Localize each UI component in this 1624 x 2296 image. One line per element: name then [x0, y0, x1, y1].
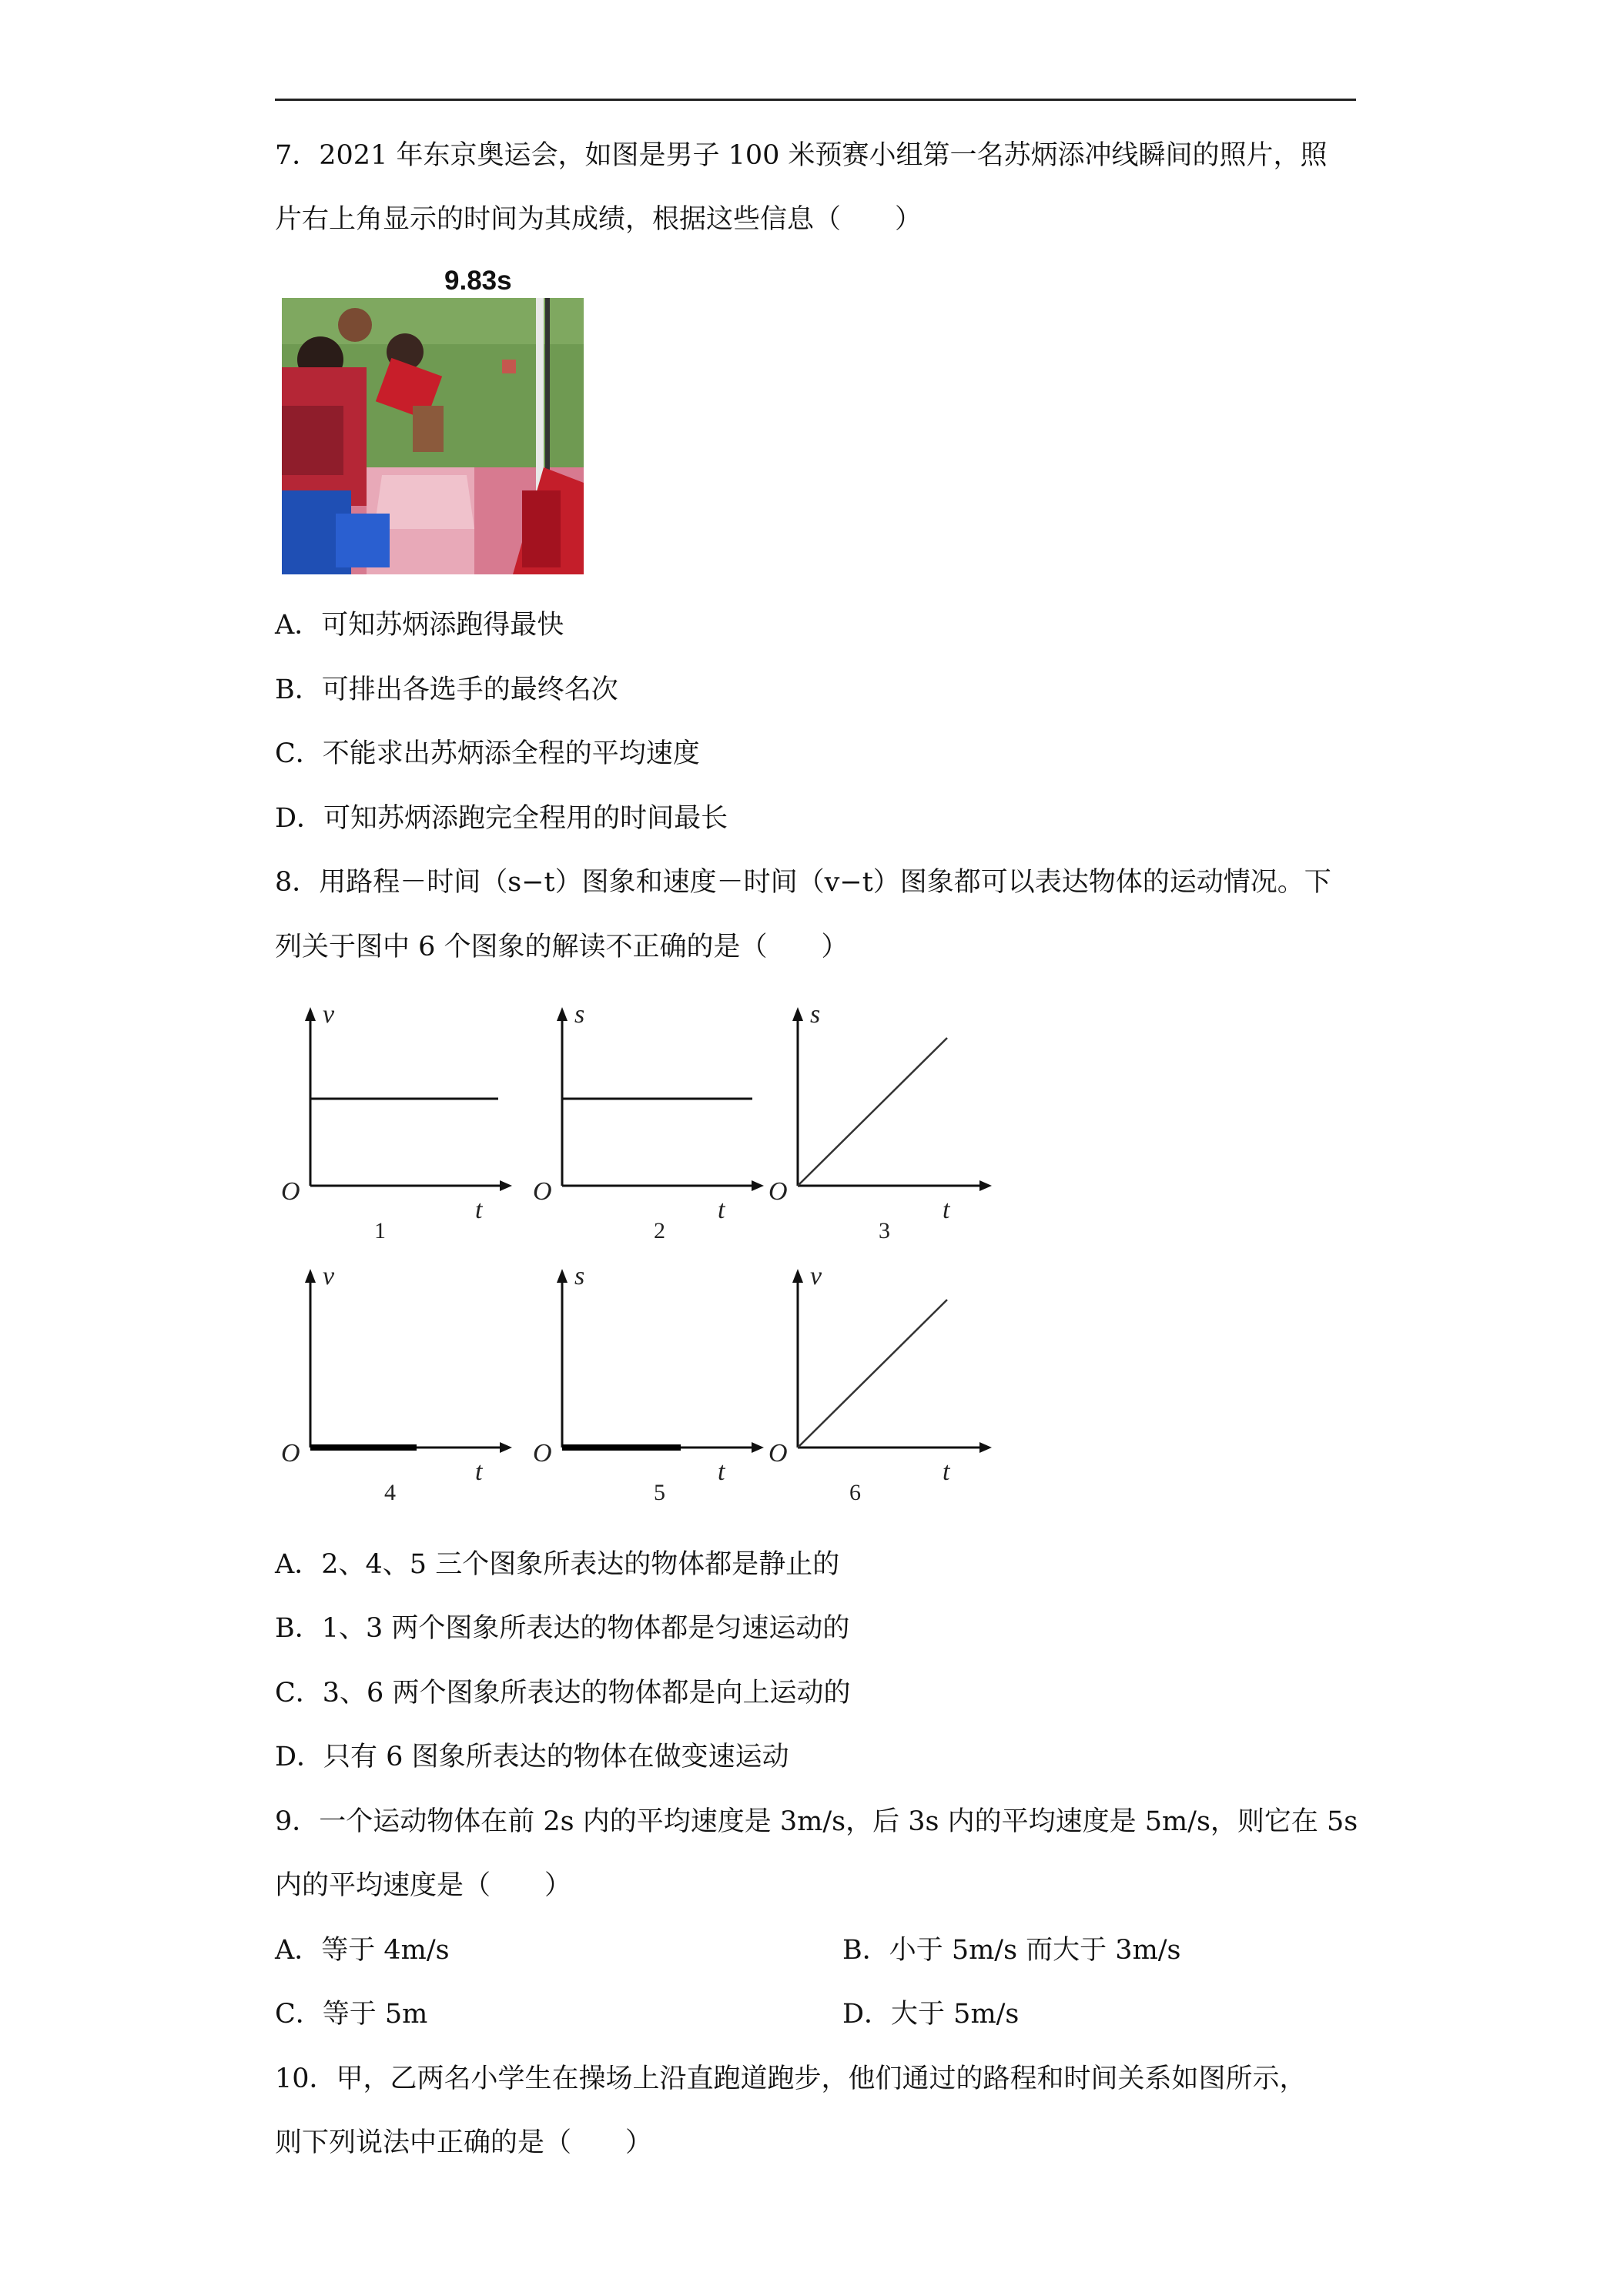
q10-stem-line2: 则下列说法中正确的是（ ） — [275, 2127, 653, 2158]
graph-2 — [525, 1001, 772, 1258]
graph-1-x-label: t — [475, 1196, 483, 1224]
graph-5-y-label: s — [574, 1263, 585, 1290]
q9-stem-line1: 9．一个运动物体在前 2s 内的平均速度是 3m/s，后 3s 内的平均速度是 5m/s，则它在 5s — [275, 1806, 1358, 1837]
graph-6-number: 6 — [849, 1480, 861, 1505]
graph-6-y-label: v — [810, 1263, 822, 1290]
graph-6-origin: O — [768, 1439, 788, 1468]
q9-option-a: A．等于 4m/s — [275, 1935, 450, 1966]
q10-stem-line1: 10．甲，乙两名小学生在操场上沿直跑道跑步，他们通过的路程和时间关系如图所示， — [275, 2063, 1307, 2094]
graph-3-x-label: t — [943, 1196, 950, 1224]
top-rule — [275, 99, 1356, 101]
q9-option-b: B．小于 5m/s 而大于 3m/s — [842, 1935, 1181, 1966]
graph-6-x-label: t — [943, 1458, 950, 1486]
q8-option-c: C．3、6 两个图象所表达的物体都是向上运动的 — [275, 1678, 851, 1709]
q9-option-d: D．大于 5m/s — [842, 1999, 1020, 2030]
q7-option-d: D．可知苏炳添跑完全程用的时间最长 — [275, 803, 728, 834]
q9-stem-line2: 内的平均速度是（ ） — [275, 1870, 572, 1901]
graph-4 — [273, 1263, 520, 1520]
graph-5-number: 5 — [654, 1480, 665, 1505]
graph-3-number: 3 — [879, 1218, 890, 1243]
q7-stem-line1: 7．2021 年东京奥运会，如图是男子 100 米预赛小组第一名苏炳添冲线瞬间的照片，照 — [275, 140, 1328, 171]
graph-2-origin: O — [533, 1177, 552, 1206]
graph-1-y-label: v — [323, 1001, 335, 1029]
graph-5-x-label: t — [718, 1458, 725, 1486]
q8-stem-line2: 列关于图中 6 个图象的解读不正确的是（ ） — [275, 932, 849, 962]
graph-1-number: 1 — [374, 1218, 386, 1243]
graph-3-y-label: s — [810, 1001, 821, 1029]
q8-stem-line1: 8．用路程－时间（s−t）图象和速度－时间（v−t）图象都可以表达物体的运动情况。下 — [275, 867, 1331, 898]
q9-option-c: C．等于 5m — [275, 1999, 428, 2030]
graph-4-origin: O — [281, 1439, 300, 1468]
graph-4-x-label: t — [475, 1458, 483, 1486]
graph-6 — [761, 1263, 1007, 1520]
graph-2-number: 2 — [654, 1218, 665, 1243]
graph-2-y-label: s — [574, 1001, 585, 1029]
sprint-finish-photo — [282, 298, 584, 574]
graph-1 — [273, 1001, 520, 1258]
q8-option-a: A．2、4、5 三个图象所表达的物体都是静止的 — [275, 1549, 840, 1580]
graph-5 — [525, 1263, 772, 1520]
graph-3-origin: O — [768, 1177, 788, 1206]
q7-option-a: A．可知苏炳添跑得最快 — [275, 610, 564, 641]
q8-option-d: D．只有 6 图象所表达的物体在做变速运动 — [275, 1742, 789, 1772]
q7-option-c: C．不能求出苏炳添全程的平均速度 — [275, 738, 700, 769]
graph-4-number: 4 — [384, 1480, 396, 1505]
graph-3 — [761, 1001, 1007, 1258]
graph-1-origin: O — [281, 1177, 300, 1206]
graph-4-y-label: v — [323, 1263, 335, 1290]
q7-option-b: B．可排出各选手的最终名次 — [275, 674, 618, 705]
q7-stem-line2: 片右上角显示的时间为其成绩，根据这些信息（ ） — [275, 204, 922, 235]
graph-2-x-label: t — [718, 1196, 725, 1224]
photo-time-caption: 9.83s — [444, 266, 512, 296]
graph-5-origin: O — [533, 1439, 552, 1468]
q8-option-b: B．1、3 两个图象所表达的物体都是匀速运动的 — [275, 1613, 850, 1644]
